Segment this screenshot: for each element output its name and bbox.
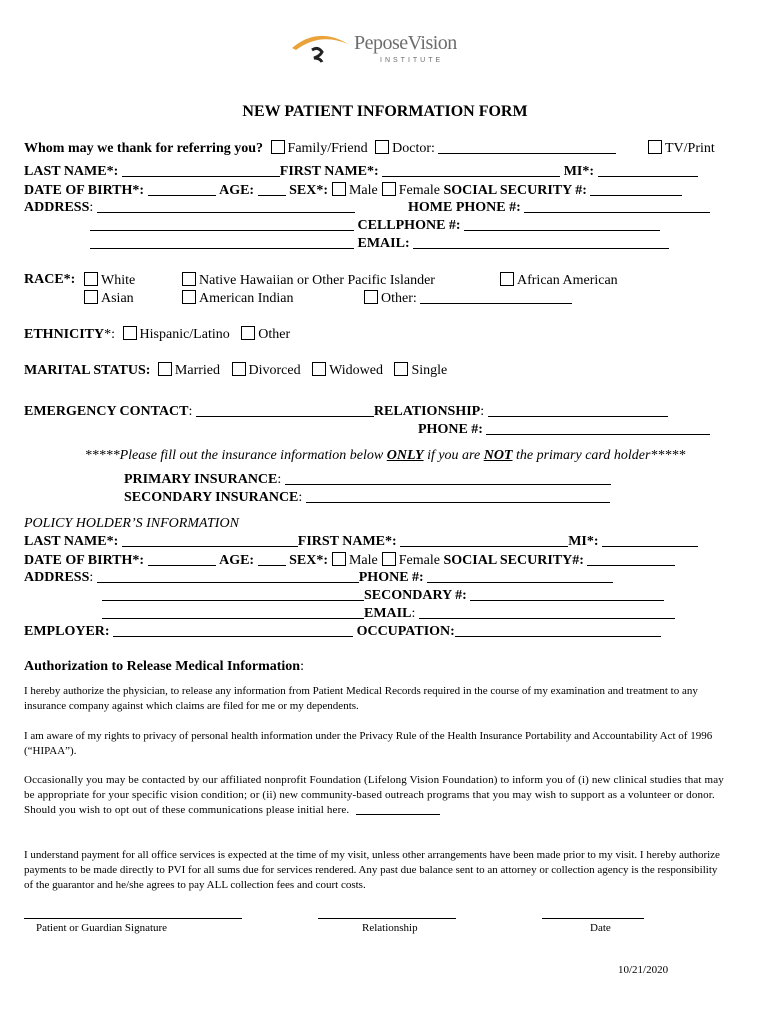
ph-first-name-field[interactable] bbox=[400, 534, 568, 547]
ph-dob-row bbox=[24, 552, 675, 569]
married-label: Married bbox=[174, 363, 221, 378]
occupation-label: OCCUPATION: bbox=[356, 624, 455, 639]
footer-date: 10/21/2020 bbox=[618, 964, 669, 976]
opt-out-initial-field[interactable] bbox=[356, 804, 440, 815]
ph-dob-label: DATE OF BIRTH*: bbox=[24, 553, 145, 568]
secondary-insurance-label: SECONDARY INSURANCE bbox=[124, 490, 299, 505]
ph-phone-field[interactable] bbox=[427, 570, 613, 583]
ph-ssn-field[interactable] bbox=[587, 553, 675, 566]
race-hawaiian-label: Native Hawaiian or Other Pacific Islander bbox=[199, 273, 435, 288]
ph-male-checkbox[interactable] bbox=[332, 552, 346, 566]
payment-paragraph: I understand payment for all office services is expected at the time of my visit, unless other arrangements have been made prior to my visit. I hereby authorize payments to be made directly to PVI for all sums due for services rendered. Any past due balance sent to an attorney or collection agency is the responsibility of the guarantor and he/she agrees to pay ALL collection fees and court costs. bbox=[24, 849, 720, 891]
mi-label: MI*: bbox=[563, 164, 595, 179]
ph-male-label: Male bbox=[348, 553, 378, 568]
referral-tv-option bbox=[648, 140, 715, 157]
emergency-contact-label: EMERGENCY CONTACT bbox=[24, 404, 189, 419]
ph-ssn-label: SOCIAL SECURITY#: bbox=[443, 553, 584, 568]
relationship-signature-line[interactable] bbox=[318, 917, 456, 919]
cellphone-label: CELLPHONE #: bbox=[357, 218, 461, 233]
ph-phone-label: PHONE #: bbox=[358, 570, 424, 585]
logo-name: PeposeVision bbox=[354, 32, 457, 54]
emergency-phone-field[interactable] bbox=[486, 422, 710, 435]
authorization-paragraph-3-text: Occasionally you may be contacted by our affiliated nonprofit Foundation (Lifelong Vision Foundation) to inform you of (i) new clinical studies that may be appropriate for your specific vision condition; or (ii) new community-based outreach programs that you may wish to support as a volunteer or donor. Should you wish to opt out of these communications please initial here. bbox=[24, 774, 724, 816]
home-phone-row bbox=[408, 200, 710, 216]
referral-tv-checkbox[interactable] bbox=[648, 140, 662, 154]
insurance-note-mid: if you are bbox=[423, 448, 484, 463]
address-field[interactable] bbox=[97, 200, 355, 213]
ph-last-name-field[interactable] bbox=[122, 534, 298, 547]
patient-address-row: ADDRESS: bbox=[24, 200, 355, 216]
ph-address-line-2-row bbox=[102, 588, 664, 604]
referral-family-checkbox[interactable] bbox=[271, 140, 285, 154]
emergency-contact-field[interactable] bbox=[196, 404, 374, 417]
address-line-2-row bbox=[90, 218, 660, 234]
ph-email-label: EMAIL bbox=[364, 606, 412, 621]
employer-label: EMPLOYER: bbox=[24, 624, 110, 639]
ph-secondary-label: SECONDARY #: bbox=[364, 588, 467, 603]
ethnicity-row bbox=[24, 326, 290, 343]
logo-subtitle: INSTITUTE bbox=[380, 57, 444, 64]
address-label: ADDRESS bbox=[24, 200, 90, 215]
authorization-paragraph-2: I am aware of my rights to privacy of personal health information under the Privacy Rule of the Health Insurance Portability and Accountability Act of 1996 (“HIPAA”). bbox=[24, 730, 713, 757]
ph-last-name-label: LAST NAME*: bbox=[24, 534, 119, 549]
referral-question: Whom may we thank for referring you? bbox=[24, 141, 264, 156]
race-label: RACE*: bbox=[24, 272, 76, 287]
address-line-2-field[interactable] bbox=[90, 218, 354, 231]
referral-tv-label: TV/Print bbox=[665, 141, 715, 156]
authorization-heading: Authorization to Release Medical Information: bbox=[24, 659, 304, 674]
divorced-label: Divorced bbox=[248, 363, 301, 378]
referral-doctor-label: Doctor: bbox=[392, 141, 435, 156]
relationship-field[interactable] bbox=[488, 404, 668, 417]
race-white-label: White bbox=[101, 273, 136, 288]
policy-holder-heading: POLICY HOLDER’S INFORMATION bbox=[24, 516, 239, 531]
ph-name-row bbox=[24, 534, 698, 550]
dob-field[interactable] bbox=[148, 183, 216, 196]
authorization-heading-text: Authorization to Release Medical Information bbox=[24, 659, 301, 674]
secondary-insurance-row: SECONDARY INSURANCE: bbox=[124, 490, 610, 506]
ph-age-field[interactable] bbox=[258, 553, 286, 566]
employer-field[interactable] bbox=[113, 624, 353, 637]
insurance-note-not: NOT bbox=[483, 448, 513, 463]
ph-female-label: Female bbox=[398, 553, 440, 568]
primary-insurance-label: PRIMARY INSURANCE bbox=[124, 472, 278, 487]
married-checkbox[interactable] bbox=[158, 362, 172, 376]
race-asian-option bbox=[80, 290, 134, 307]
insurance-note bbox=[0, 448, 770, 464]
ethnicity-required: *: bbox=[104, 327, 116, 342]
hispanic-checkbox[interactable] bbox=[123, 326, 137, 340]
dob-label: DATE OF BIRTH*: bbox=[24, 183, 145, 198]
emergency-phone-label: PHONE #: bbox=[418, 422, 483, 437]
widowed-label: Widowed bbox=[329, 363, 383, 378]
female-checkbox[interactable] bbox=[382, 182, 396, 196]
first-name-field[interactable] bbox=[382, 164, 560, 177]
race-hawaiian-option bbox=[178, 272, 435, 289]
ethnicity-label: ETHNICITY bbox=[24, 327, 105, 342]
age-field[interactable] bbox=[258, 183, 286, 196]
date-signature-line[interactable] bbox=[542, 917, 644, 919]
address-line-3-field[interactable] bbox=[90, 236, 354, 249]
authorization-paragraph-1: I hereby authorize the physician, to release any information from Patient Medical Records required in the course of my examination and treatment to any insurance company against which claims are filed for me or my dependents. bbox=[24, 685, 698, 712]
referral-doctor-checkbox[interactable] bbox=[375, 140, 389, 154]
patient-name-row bbox=[24, 164, 698, 180]
hispanic-label: Hispanic/Latino bbox=[139, 327, 230, 342]
ph-address-label: ADDRESS bbox=[24, 570, 90, 585]
race-african-american-checkbox[interactable] bbox=[500, 272, 514, 286]
patient-dob-row bbox=[24, 182, 682, 199]
race-american-indian-checkbox[interactable] bbox=[182, 290, 196, 304]
ethnicity-other-label: Other bbox=[258, 327, 291, 342]
relationship-signature-label: Relationship bbox=[362, 922, 418, 934]
single-checkbox[interactable] bbox=[394, 362, 408, 376]
ssn-label: SOCIAL SECURITY #: bbox=[443, 183, 587, 198]
race-other-label: Other: bbox=[381, 291, 417, 306]
ph-employer-row bbox=[24, 624, 661, 640]
ph-secondary-field[interactable] bbox=[470, 588, 664, 601]
ph-mi-label: MI*: bbox=[568, 534, 599, 549]
ph-dob-field[interactable] bbox=[148, 553, 216, 566]
ph-email-field[interactable] bbox=[419, 606, 675, 619]
insurance-note-text: *****Please fill out the insurance information below bbox=[84, 448, 387, 463]
cellphone-field[interactable] bbox=[464, 218, 660, 231]
last-name-field[interactable] bbox=[122, 164, 280, 177]
race-american-indian-option bbox=[178, 290, 293, 307]
home-phone-field[interactable] bbox=[524, 200, 710, 213]
race-other-checkbox[interactable] bbox=[364, 290, 378, 304]
male-label: Male bbox=[348, 183, 378, 198]
home-phone-label: HOME PHONE #: bbox=[408, 200, 521, 215]
race-other-option bbox=[360, 290, 572, 307]
insurance-note-end: the primary card holder***** bbox=[512, 448, 686, 463]
race-white-option bbox=[80, 272, 135, 289]
insurance-note-only: ONLY bbox=[386, 448, 424, 463]
race-asian-checkbox[interactable] bbox=[84, 290, 98, 304]
ph-address-row: ADDRESS: PHONE #: bbox=[24, 570, 613, 586]
ph-female-checkbox[interactable] bbox=[382, 552, 396, 566]
ph-address-line-3-row: EMAIL: bbox=[102, 606, 675, 622]
race-white-checkbox[interactable] bbox=[84, 272, 98, 286]
ph-mi-field[interactable] bbox=[602, 534, 698, 547]
relationship-label: RELATIONSHIP bbox=[373, 404, 481, 419]
ethnicity-other-checkbox[interactable] bbox=[241, 326, 255, 340]
ph-first-name-label: FIRST NAME*: bbox=[297, 534, 397, 549]
widowed-checkbox[interactable] bbox=[312, 362, 326, 376]
age-label: AGE: bbox=[219, 183, 255, 198]
ph-address-line-3-field[interactable] bbox=[102, 606, 364, 619]
race-african-american-label: African American bbox=[517, 273, 618, 288]
authorization-paragraph-3 bbox=[24, 773, 724, 818]
divorced-checkbox[interactable] bbox=[232, 362, 246, 376]
referral-doctor-field[interactable] bbox=[438, 141, 616, 154]
referral-row bbox=[24, 140, 616, 157]
race-other-field[interactable] bbox=[420, 291, 572, 304]
emergency-row: EMERGENCY CONTACT: RELATIONSHIP: bbox=[24, 404, 668, 420]
ph-address-field[interactable] bbox=[97, 570, 359, 583]
date-signature-label: Date bbox=[590, 922, 611, 934]
page-title: NEW PATIENT INFORMATION FORM bbox=[242, 103, 528, 120]
signature-label: Patient or Guardian Signature bbox=[36, 922, 168, 934]
logo bbox=[290, 28, 470, 68]
primary-insurance-row: PRIMARY INSURANCE: bbox=[124, 472, 611, 488]
single-label: Single bbox=[411, 363, 448, 378]
referral-family-label: Family/Friend bbox=[287, 141, 368, 156]
race-hawaiian-checkbox[interactable] bbox=[182, 272, 196, 286]
signature-line[interactable] bbox=[24, 917, 242, 919]
race-asian-label: Asian bbox=[101, 291, 134, 306]
race-african-american-option bbox=[496, 272, 618, 289]
ph-sex-label: SEX*: bbox=[289, 553, 328, 568]
ssn-field[interactable] bbox=[590, 183, 682, 196]
mi-field[interactable] bbox=[598, 164, 698, 177]
female-label: Female bbox=[398, 183, 440, 198]
last-name-label: LAST NAME*: bbox=[24, 164, 119, 179]
primary-insurance-field[interactable] bbox=[285, 472, 611, 485]
email-field[interactable] bbox=[413, 236, 669, 249]
sex-label: SEX*: bbox=[289, 183, 328, 198]
occupation-field[interactable] bbox=[455, 624, 661, 637]
ph-address-line-2-field[interactable] bbox=[102, 588, 364, 601]
marital-label: MARITAL STATUS: bbox=[24, 363, 151, 378]
male-checkbox[interactable] bbox=[332, 182, 346, 196]
logo-swoosh-icon bbox=[290, 28, 352, 64]
first-name-label: FIRST NAME*: bbox=[279, 164, 379, 179]
address-line-3-row bbox=[90, 236, 669, 252]
marital-row bbox=[24, 362, 447, 379]
race-american-indian-label: American Indian bbox=[199, 291, 294, 306]
email-label: EMAIL: bbox=[357, 236, 410, 251]
emergency-phone-row bbox=[418, 422, 710, 438]
ph-age-label: AGE: bbox=[219, 553, 255, 568]
secondary-insurance-field[interactable] bbox=[306, 490, 610, 503]
